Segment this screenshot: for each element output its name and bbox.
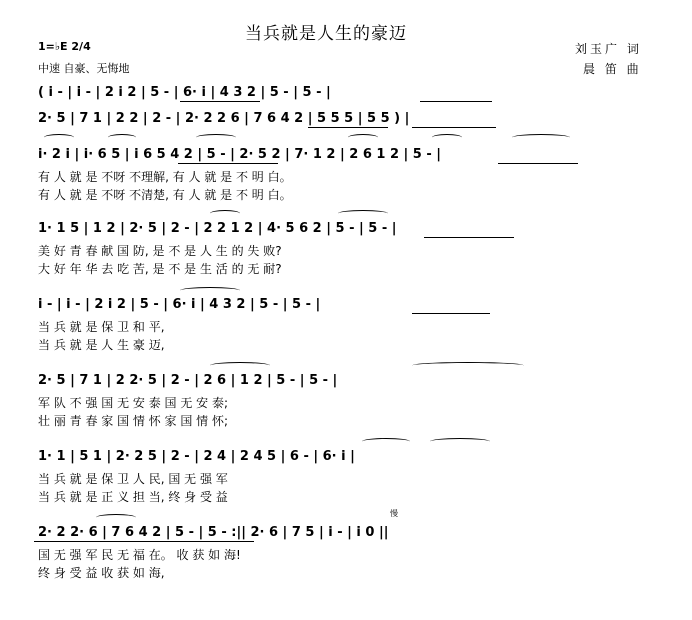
tempo-marking: 中速 自豪、无悔地 <box>38 62 130 75</box>
key-signature: 1=♭E 2/4 <box>38 40 91 53</box>
slur-mark <box>196 134 236 141</box>
lyric-verse-1: 当 兵 就 是 保 卫 和 平, <box>38 320 165 334</box>
notation-line: i· 2 i | i· 6 5 | i 6 5 4 2 | 5 - | 2· 5 2 | 7· 1 2 | 2 6 1 2 | 5 - | <box>38 147 442 162</box>
beam-line <box>420 101 492 102</box>
slur-mark <box>210 210 240 217</box>
slur-mark <box>108 134 136 141</box>
slur-mark <box>180 287 240 294</box>
lyric-verse-1: 国 无 强 军 民 无 福 在。 收 获 如 海! <box>38 548 241 562</box>
lyric-verse-1: 军 队 不 强 国 无 安 泰 国 无 安 泰; <box>38 396 229 410</box>
beam-line <box>412 127 496 128</box>
beam-line <box>308 127 388 128</box>
beam-line <box>180 101 260 102</box>
slow-marking: 慢 <box>390 509 398 518</box>
beam-line <box>34 541 254 542</box>
lyric-verse-1: 美 好 青 春 献 国 防, 是 不 是 人 生 的 失 败? <box>38 244 282 258</box>
lyric-verse-2: 壮 丽 青 春 家 国 情 怀 家 国 情 怀; <box>38 414 229 428</box>
slur-mark <box>210 362 270 369</box>
beam-line <box>424 237 514 238</box>
slur-mark <box>512 134 570 141</box>
notation-line: i - | i - | 2 i 2 | 5 - | 6· i | 4 3 2 | 5 - | 5 - | <box>38 297 321 312</box>
slur-mark <box>348 134 378 141</box>
slur-mark <box>412 362 524 369</box>
lyric-verse-1: 当 兵 就 是 保 卫 人 民, 国 无 强 军 <box>38 472 228 486</box>
notation-line: 1· 1 5 | 1 2 | 2· 5 | 2 - | 2 2 1 2 | 4· 5 6 2 | 5 - | 5 - | <box>38 221 397 236</box>
beam-line <box>412 313 490 314</box>
slur-mark <box>338 210 388 217</box>
slur-mark <box>96 514 136 521</box>
notation-line: 2· 2 2· 6 | 7 6 4 2 | 5 - | 5 - :|| 2· 6 | 7 5 | i - | i 0 || <box>38 525 389 540</box>
song-title: 当兵就是人生的豪迈 <box>245 24 407 44</box>
lyric-verse-2: 大 好 年 华 去 吃 苦, 是 不 是 生 活 的 无 耐? <box>38 262 282 276</box>
beam-line <box>498 163 578 164</box>
lyric-verse-2: 终 身 受 益 收 获 如 海, <box>38 566 165 580</box>
notation-line: 1· 1 | 5 1 | 2· 2 5 | 2 - | 2 4 | 2 4 5 | 6 - | 6· i | <box>38 449 355 464</box>
lyric-verse-1: 有 人 就 是 不呀 不理解, 有 人 就 是 不 明 白。 <box>38 170 292 184</box>
lyric-verse-2: 有 人 就 是 不呀 不清楚, 有 人 就 是 不 明 白。 <box>38 188 292 202</box>
notation-line: 2· 5 | 7 1 | 2 2 | 2 - | 2· 2 2 6 | 7 6 4 2 | 5 5 5 | 5 5 ) | <box>38 111 410 126</box>
slur-mark <box>362 438 410 445</box>
slur-mark <box>432 134 462 141</box>
notation-line: ( i - | i - | 2 i 2 | 5 - | 6· i | 4 3 2 | 5 - | 5 - | <box>38 85 331 100</box>
lyricist-credit: 刘玉广 词 <box>575 42 642 56</box>
notation-line: 2· 5 | 7 1 | 2 2· 5 | 2 - | 2 6 | 1 2 | 5 - | 5 - | <box>38 373 338 388</box>
composer-credit: 晨 笛 曲 <box>583 62 642 76</box>
beam-line <box>178 163 278 164</box>
lyric-verse-2: 当 兵 就 是 正 义 担 当, 终 身 受 益 <box>38 490 228 504</box>
slur-mark <box>44 134 74 141</box>
lyric-verse-2: 当 兵 就 是 人 生 豪 迈, <box>38 338 165 352</box>
slur-mark <box>430 438 490 445</box>
